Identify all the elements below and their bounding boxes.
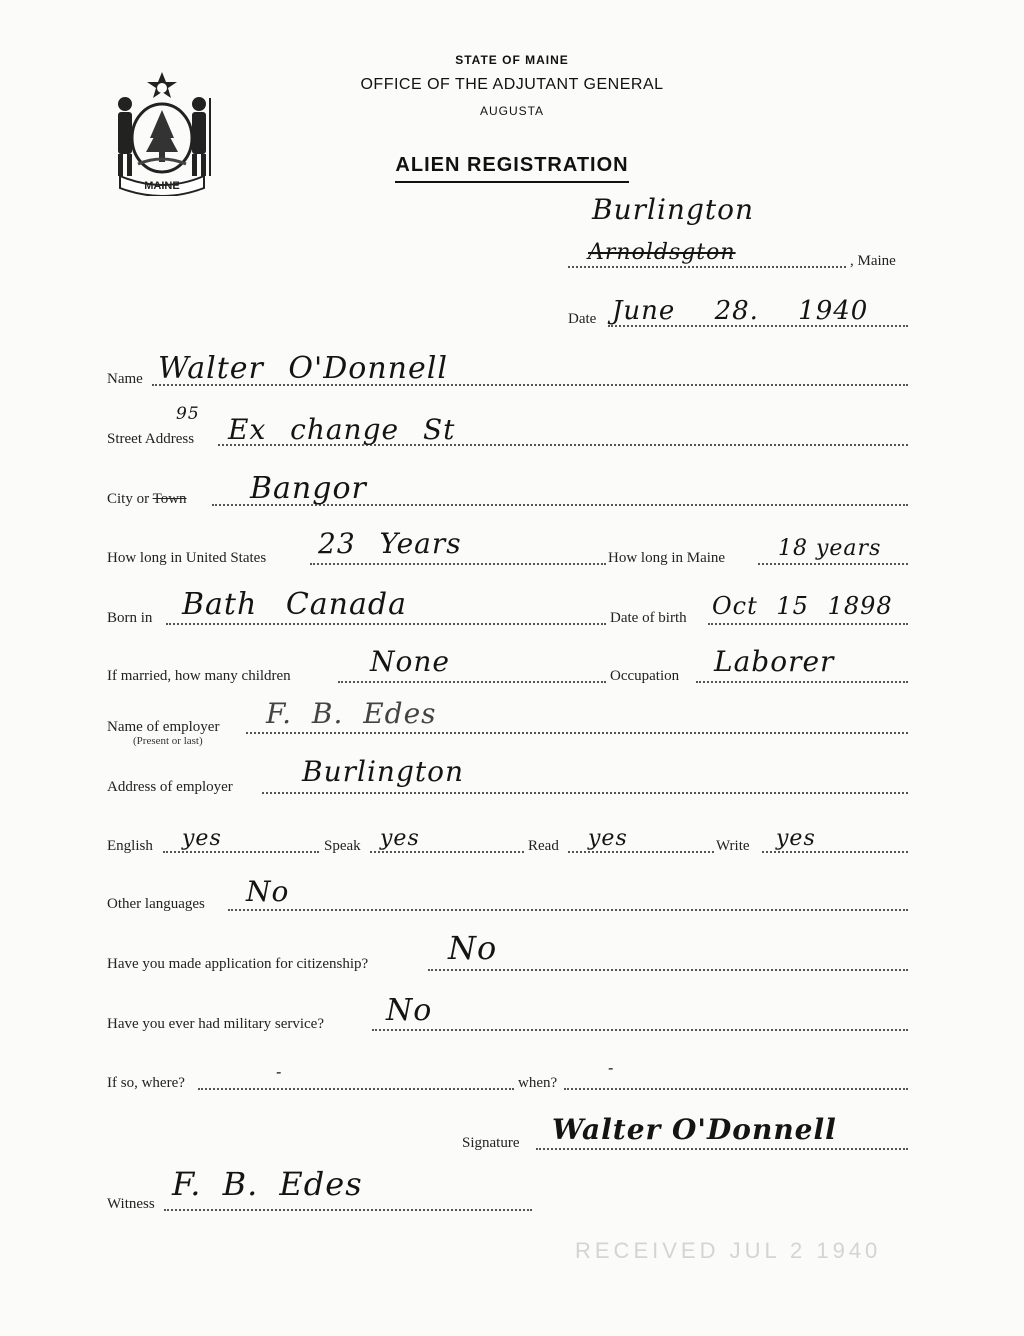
born-in-value: Bath Canada (182, 587, 407, 622)
employer-label: Name of employer (107, 719, 220, 735)
employer-address-line (262, 792, 908, 794)
city-value: Bangor (250, 471, 367, 506)
occupation-value: Laborer (714, 645, 835, 678)
where-label: If so, where? (107, 1075, 185, 1091)
form-title: ALIEN REGISTRATION (0, 154, 1024, 177)
how-long-us-label: How long in United States (107, 550, 267, 566)
street-label: Street Address (107, 431, 195, 447)
occupation-line (696, 681, 908, 683)
seal-banner-text: MAINE (144, 180, 180, 192)
employer-address-value: Burlington (302, 755, 465, 788)
when-label: when? (518, 1075, 558, 1091)
witness-line (164, 1209, 532, 1211)
write-value: yes (776, 826, 816, 851)
employer-value: F. B. Edes (266, 697, 437, 730)
maine-state-seal-icon (108, 68, 216, 196)
how-long-maine-value: 18 years (778, 536, 882, 561)
when-line (564, 1088, 908, 1090)
children-label: If married, how many children (107, 668, 291, 684)
english-line (163, 851, 319, 853)
write-label: Write (716, 838, 750, 854)
citizenship-line (428, 969, 908, 971)
where-line (198, 1088, 514, 1090)
how-long-maine-label: How long in Maine (608, 550, 726, 566)
born-in-line (166, 623, 606, 625)
citizenship-label: Have you made application for citizenship? (107, 956, 369, 972)
date-of-birth-line (708, 623, 908, 625)
other-languages-line (228, 909, 908, 911)
date-label: Date (568, 311, 597, 327)
city-label: City or Town (107, 491, 187, 507)
born-in-label: Born in (107, 610, 153, 626)
where-value: - (276, 1062, 283, 1081)
other-languages-label: Other languages (107, 896, 205, 912)
read-value: yes (588, 826, 628, 851)
other-languages-value: No (246, 875, 290, 908)
read-label: Read (528, 838, 559, 854)
signature-line (536, 1148, 908, 1150)
speak-label: Speak (324, 838, 361, 854)
place-struck: Arnoldsgton (588, 240, 736, 265)
date-of-birth-label: Date of birth (610, 610, 687, 626)
military-label: Have you ever had military service? (107, 1016, 324, 1032)
city-heading: AUGUSTA (479, 104, 545, 118)
speak-value: yes (380, 826, 420, 851)
street-value: Ex change St (228, 413, 456, 446)
employer-address-label: Address of employer (107, 779, 233, 795)
when-value: - (608, 1058, 615, 1077)
date-of-birth-value: Oct 15 1898 (712, 592, 893, 620)
place-suffix: , Maine (850, 253, 896, 269)
signature-label: Signature (462, 1135, 520, 1151)
witness-label: Witness (107, 1196, 155, 1212)
place-written: Burlington (592, 193, 755, 226)
name-label: Name (107, 371, 143, 387)
write-line (762, 851, 908, 853)
occupation-label: Occupation (610, 668, 680, 684)
speak-line (370, 851, 524, 853)
english-value: yes (182, 826, 222, 851)
witness-value: F. B. Edes (172, 1165, 363, 1203)
children-value: None (370, 645, 450, 678)
how-long-us-value: 23 Years (318, 527, 462, 560)
how-long-us-line (310, 563, 606, 565)
received-stamp: RECEIVED JUL 2 1940 (575, 1238, 882, 1263)
street-number: 95 (176, 404, 200, 424)
military-value: No (386, 993, 433, 1028)
office-heading: OFFICE OF THE ADJUTANT GENERAL (360, 76, 664, 93)
children-line (338, 681, 606, 683)
employer-line (246, 732, 908, 734)
signature-value: Walter O'Donnell (552, 1113, 837, 1146)
military-line (372, 1029, 908, 1031)
english-label: English (107, 838, 153, 854)
place-line (568, 266, 846, 268)
how-long-maine-line (758, 563, 908, 565)
employer-sublabel: (Present or last) (133, 735, 203, 747)
date-value: June 28. 1940 (612, 296, 869, 326)
citizenship-value: No (448, 929, 498, 967)
read-line (568, 851, 714, 853)
state-heading: STATE OF MAINE (455, 53, 569, 67)
name-value: Walter O'Donnell (158, 351, 448, 386)
